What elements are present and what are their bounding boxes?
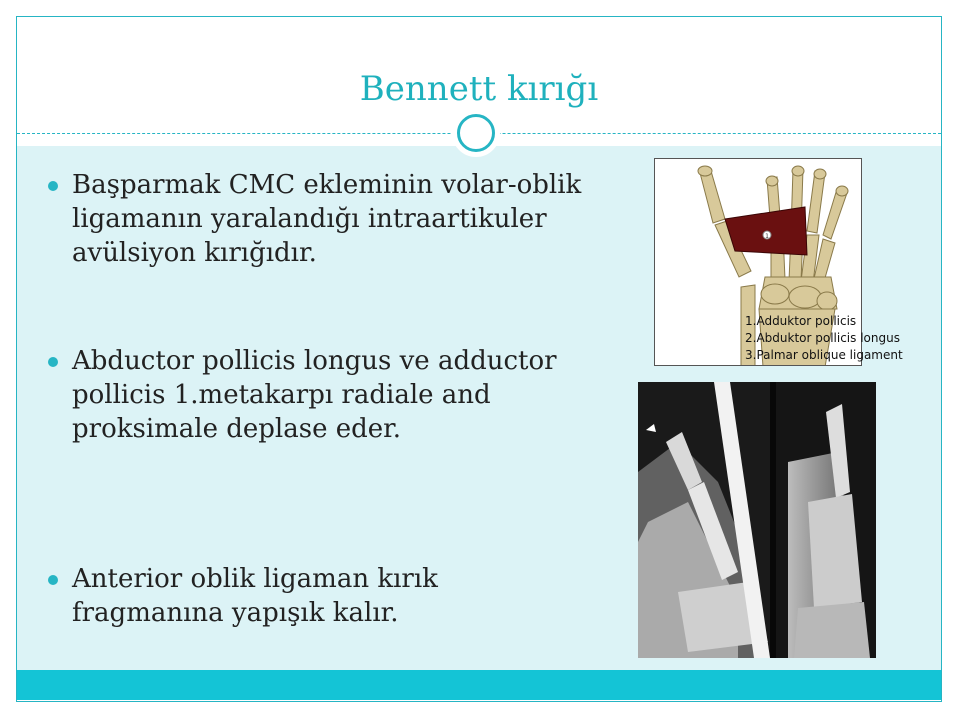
xray-image [638,382,876,658]
slide-title: Bennett kırığı [359,69,599,109]
divider-circle-icon [457,114,495,152]
bottom-bar [17,670,941,700]
thumb-xray-illustration [638,382,876,658]
bullet-item-1: Başparmak CMC ekleminin volar-oblik ligamanın yaralandığı intraartikuler avülsiyon kırığıdır. [44,168,592,270]
bullet-item-2: Abductor pollicis longus ve adductor pollicis 1.metakarpı radiale and proksimale deplase eder. [44,344,592,446]
figure-legend [745,313,903,364]
figure-label-3: 3.Palmar oblique ligament [745,348,903,362]
figure-marker: 1 [765,233,769,240]
bullet-item-3: Anterior oblik ligaman kırık fragmanına yapışık kalır. [44,562,592,630]
figure-label-2: 2.Abduktor pollicis longus [745,331,900,345]
figure-label-1: 1.Adduktor pollicis [745,314,857,328]
